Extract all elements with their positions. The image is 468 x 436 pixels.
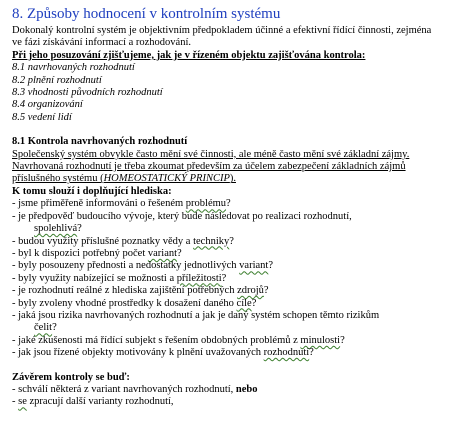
question-mark: ? [226,198,231,210]
question-mark: ? [229,235,234,247]
list-item [12,198,458,210]
zaver-item-1-nebo: nebo [235,383,258,395]
list-item [12,335,458,347]
question-text: - je rozhodnutí reálné z hlediska zajištění potřebných [12,285,238,297]
list-item: 8.1 navrhovaných rozhodnutí [12,62,135,74]
question-mark: ? [268,260,273,272]
question-word: příležitosti [176,272,222,284]
zaver-item-1 [12,384,458,396]
question-continuation-wrap [12,223,77,234]
section-line-3-start: příslušného systému ( [12,173,104,185]
question-word: minulosti [300,334,341,346]
spacer [12,360,458,372]
question-text: - jsme přiměřeně informováni o řešeném [12,198,186,210]
intro-line-2: ve fázi získávání informací a rozhodování. [12,37,192,49]
posuzovani-heading: Při jeho posuzování zjišťujeme, jak je v řízeném objektu zajišťována kontrola: [12,49,366,61]
list-item [12,211,458,236]
section-paragraph [12,149,458,186]
question-mark: ? [77,223,82,235]
question-word: cíle [236,297,252,309]
zaver-item-2-word: se [18,396,27,408]
list-item [12,260,458,272]
question-text: - budou využity příslušné poznatky vědy a [12,235,194,247]
homeostaticky-princip: HOMEOSTATICKÝ PRINCIP [103,173,230,185]
question-mark: ? [251,297,257,309]
question-word: zdrojů [237,285,264,297]
question-continuation-wrap [12,322,52,333]
questions-list [12,198,458,359]
zaver-item-2-dash: - [12,396,19,408]
question-mark: ? [177,247,182,259]
zaver-heading: Závěrem kontroly se buď: [12,371,130,383]
question-word: rozhodnutí [263,347,310,359]
page-title: 8. Způsoby hodnocení v kontrolním systému [12,6,281,22]
questions-heading: K tomu slouží i doplňující hlediska: [12,185,172,197]
question-mark: ? [52,322,57,334]
question-continuation: čelit [34,322,53,334]
intro-paragraph [12,25,458,50]
question-mark: ? [221,272,227,284]
zaver-item-2 [12,396,458,408]
section-line-3-end: ). [229,173,236,185]
intro-line-1: Dokonalý kontrolní systém je objektivním předpokladem účinné a efektivní řídící činnosti, zejména [12,25,432,36]
question-word: variant [239,260,269,272]
list-item: 8.4 organizování [12,99,83,111]
question-text: - byly zvoleny vhodné prostředky k dosažení daného [12,297,237,309]
question-mark: ? [263,285,269,297]
question-text: - je předpověď budoucího vývoje, který bude následovat po realizaci rozhodnutí, [12,210,352,222]
question-text: - byly využity nabízející se možnosti a [12,272,177,284]
spacer [12,124,458,136]
question-text: - jaké zkušenosti má řídící subjekt s řešením obdobných problémů z [12,334,301,346]
list-item: 8.3 vhodnosti původních rozhodnutí [12,87,163,99]
kontrola-list [12,62,458,124]
list-item: 8.5 vedení lidí [12,111,72,123]
section-line-2: Navrhovaná rozhodnutí je třeba zkoumat především za účelem zabezpečení základních zájmů [12,161,406,173]
question-word: variant [147,247,178,259]
list-item [12,298,458,310]
list-item [12,310,458,335]
list-item: 8.2 plnění rozhodnutí [12,74,102,86]
zaver-item-2-text: zpracují další varianty rozhodnutí, [26,396,174,408]
list-item [12,236,458,248]
list-item [12,285,458,297]
section-heading: 8.1 Kontrola navrhovaných rozhodnutí [12,136,188,148]
question-word: problému [185,198,227,210]
question-mark: ? [309,347,314,359]
question-word: techniky [193,235,230,247]
list-item [12,347,458,359]
section-line-1: Společenský systém obvykle často mění své činnosti, ale méně často mění své základní zájmy. [12,148,410,160]
question-text: - jak jsou řízené objekty motivovány k plnění uvažovaných [12,347,264,359]
question-text: - byl k dispozici potřebný počet [12,247,148,259]
question-continuation: spolehlivá [34,223,78,235]
zaver-item-1-text: - schválí některá z variant navrhovaných rozhodnutí, [12,383,236,395]
question-text: - byly posouzeny přednosti a nedostatky jednotlivých [12,260,240,272]
list-item [12,273,458,285]
question-mark: ? [340,334,345,346]
list-item [12,248,458,260]
question-text: - jaká jsou rizika navrhovaných rozhodnutí a jak je daný systém schopen těmto rizikům [12,309,380,321]
